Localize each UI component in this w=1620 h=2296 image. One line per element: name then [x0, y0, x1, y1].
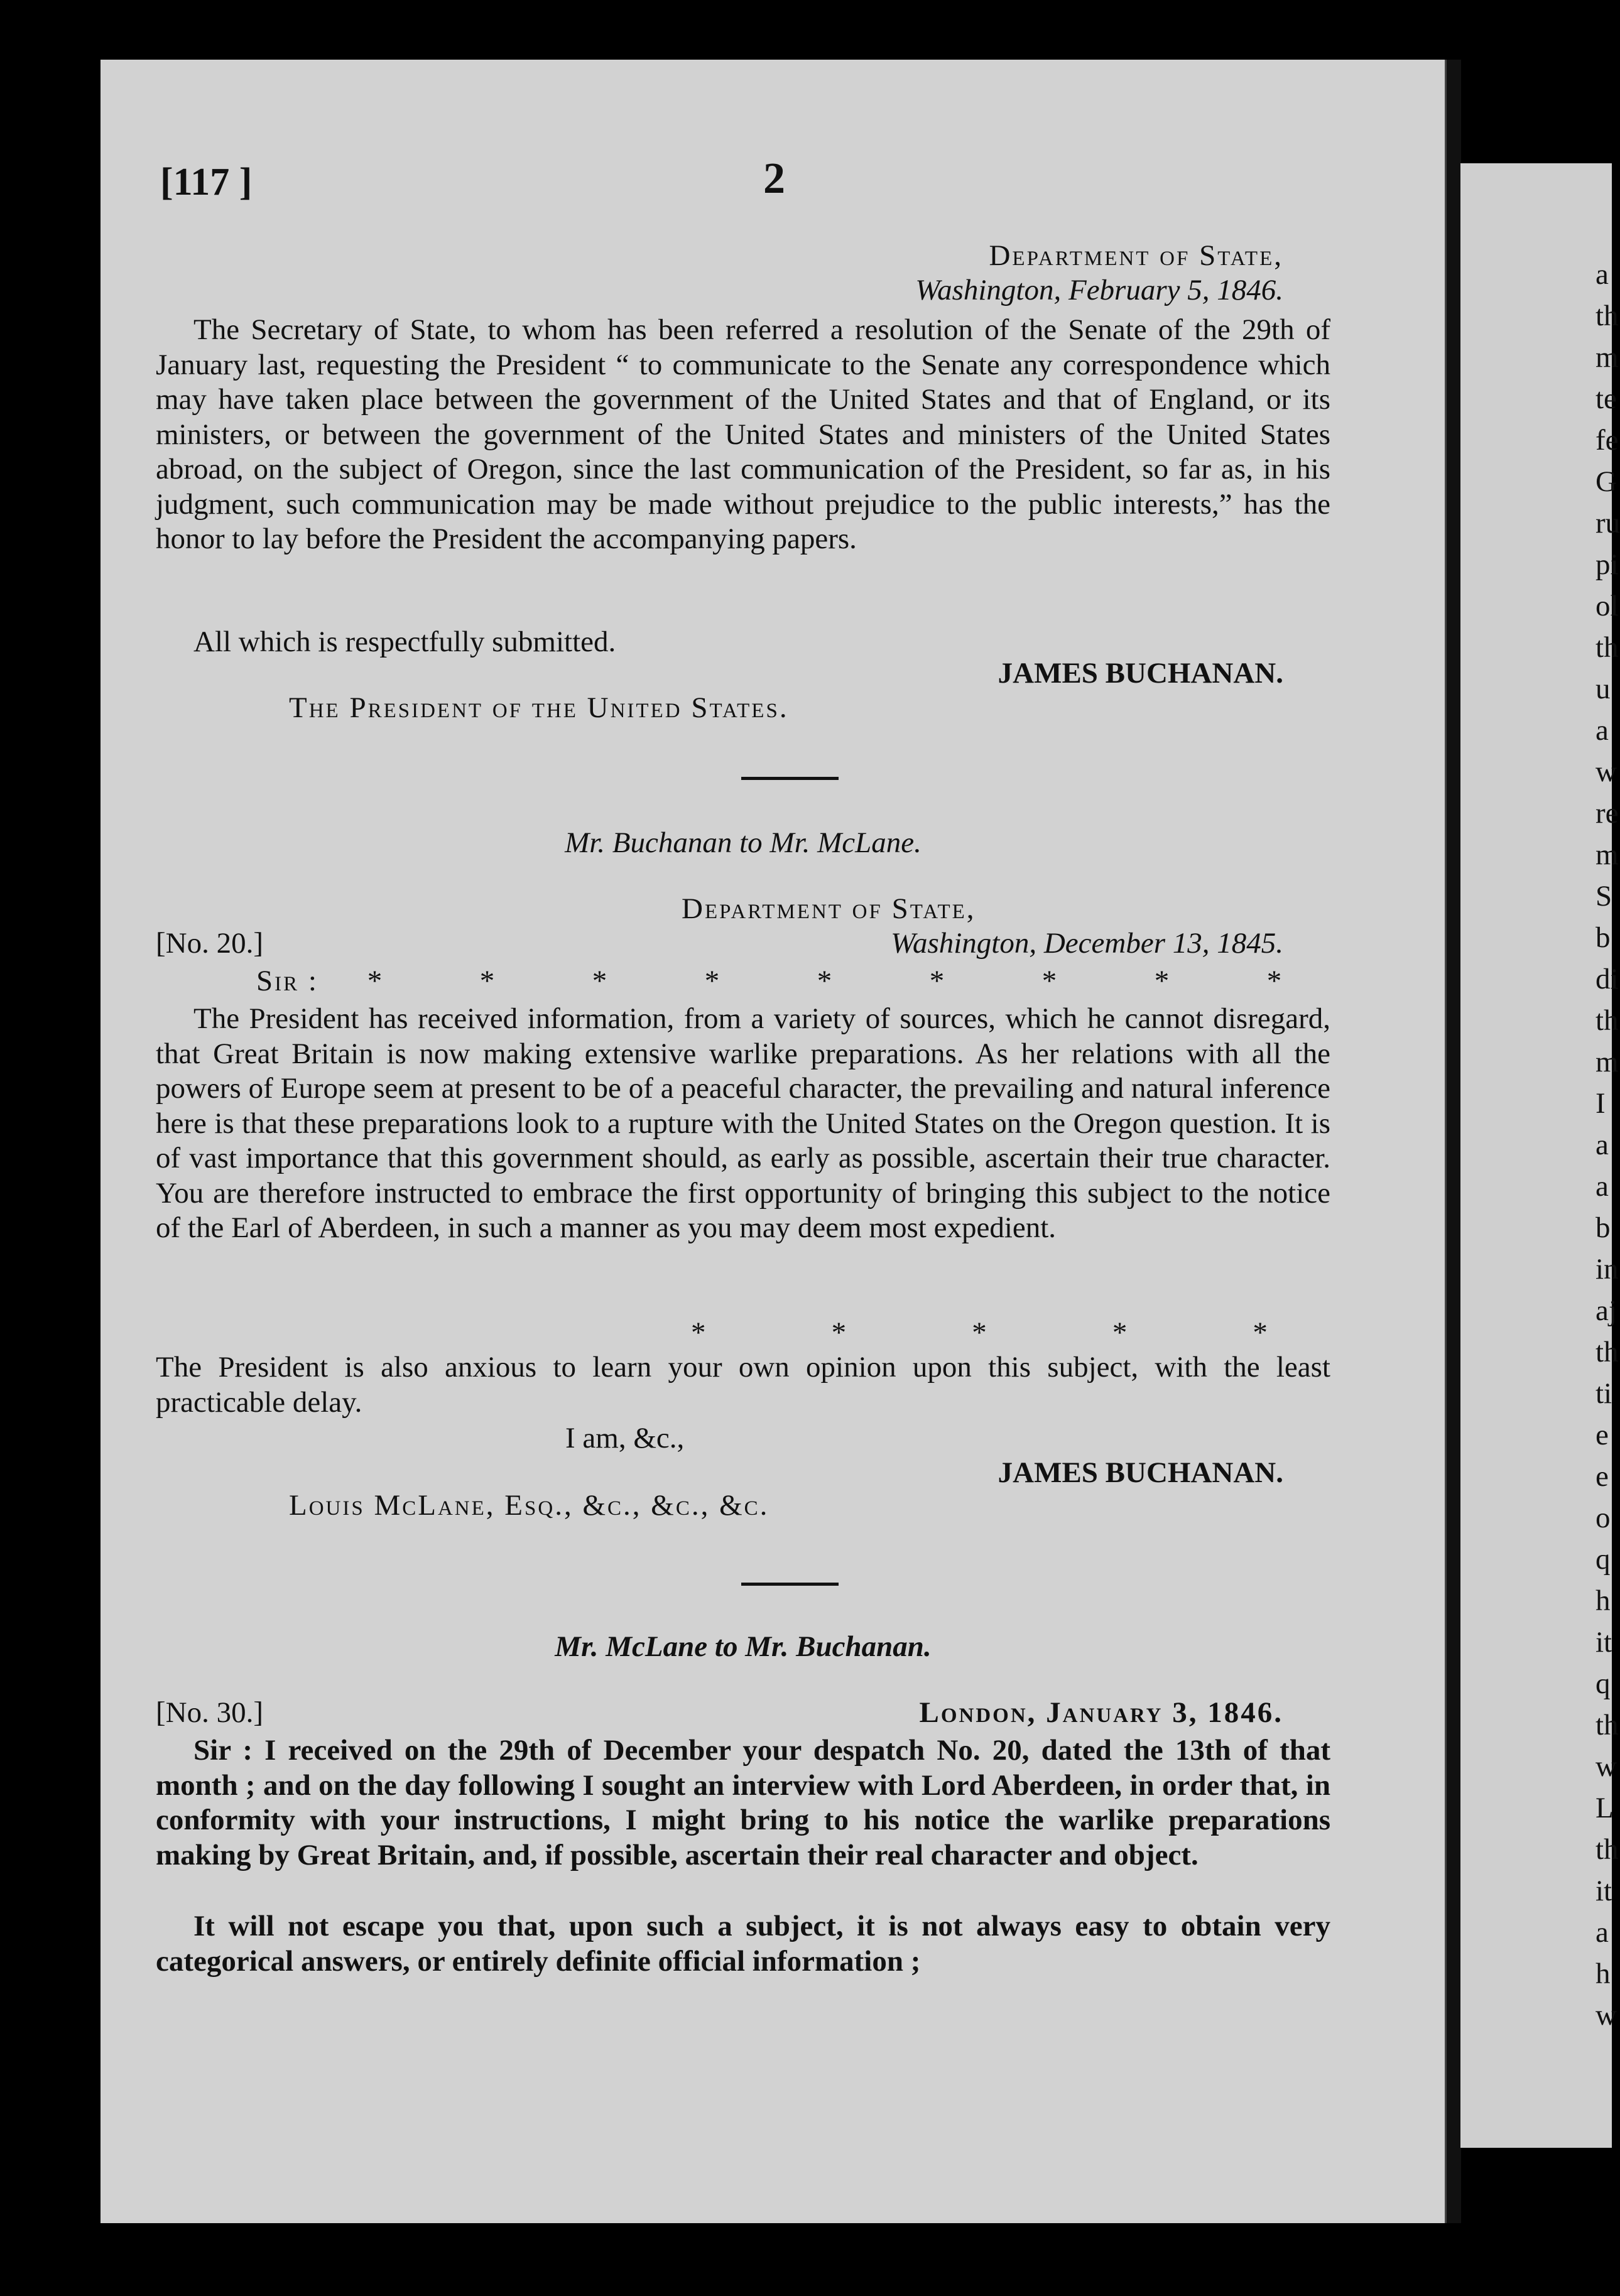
- facing-page-fragment: a: [1596, 1129, 1609, 1161]
- facing-page-fragment: e: [1596, 1460, 1609, 1493]
- ellipsis-stars-2: * * * * *: [691, 1316, 1268, 1349]
- facing-page-fragment: ru: [1596, 507, 1620, 539]
- facing-page-fragment: I: [1596, 1087, 1606, 1120]
- section-divider: [741, 777, 839, 780]
- facing-page-fragment: a: [1596, 258, 1609, 291]
- facing-page-fragment: it: [1596, 1626, 1612, 1659]
- facing-page-fragment: ti: [1596, 1377, 1612, 1410]
- facing-page-fragment: th: [1596, 1709, 1619, 1741]
- facing-page-fragment: a: [1596, 1170, 1609, 1203]
- facing-page-fragment: re: [1596, 797, 1619, 830]
- letter3-para1: Sir : I received on the 29th of December your despatch No. 20, dated the 13th of that month ; and on the day following I sought an interview with Lord Aberdeen, in order that, in conformity with your instructions, I might bring to his notice the warlike preparations making by Great Britain, and, if possible, ascertain their real character and object.: [156, 1734, 1330, 1871]
- facing-page-fragment: e: [1596, 1419, 1609, 1451]
- letter1-body: The Secretary of State, to whom has been referred a resolution of the Senate of the 29th of January last, requesting the President “ to communicate to the Senate any correspondence which may have taken place between the government of the United States and that of England, or its ministers, or between the government of the United States and ministers of the United States abroad, on the subject of Oregon, since the last communication of the President, so far as, in his judgment, such communication may be made without prejudice to the public interests,” has the honor to lay before the President the accompanying papers.: [156, 313, 1330, 555]
- facing-page-fragment: th: [1596, 631, 1619, 664]
- letter2-number-date: [156, 926, 1330, 961]
- facing-page-fragment: m: [1596, 1046, 1619, 1078]
- facing-page-fragment: b: [1596, 1211, 1611, 1244]
- page-header: [160, 154, 1354, 217]
- facing-page-fragment: u: [1596, 673, 1611, 705]
- facing-page-fragment: ol: [1596, 590, 1619, 622]
- letter3-heading: Mr. McLane to Mr. Buchanan.: [555, 1630, 932, 1663]
- letter1-department: Department of State,: [989, 239, 1283, 272]
- facing-page-fragment: th: [1596, 1833, 1619, 1866]
- section-divider-2: [741, 1583, 839, 1586]
- letter2-heading: Mr. Buchanan to Mr. McLane.: [565, 826, 921, 859]
- letter2-body-cont: The President is also anxious to learn your own opinion upon this subject, with the least practicable delay.: [156, 1351, 1330, 1419]
- facing-page-fragment: fe: [1596, 424, 1619, 457]
- letter2-signature: JAMES BUCHANAN.: [998, 1456, 1283, 1489]
- facing-page-fragment: th: [1596, 1004, 1619, 1037]
- facing-page-fragment: a: [1596, 714, 1609, 747]
- letter1-closing: All which is respectfully submitted.: [193, 625, 616, 658]
- facing-page-fragment: th: [1596, 1336, 1619, 1368]
- facing-page-fragment: aj: [1596, 1294, 1617, 1327]
- letter1-signature: JAMES BUCHANAN.: [998, 657, 1283, 690]
- facing-page: [1460, 163, 1612, 2148]
- signature-mark: [117 ]: [160, 161, 253, 203]
- facing-page-fragment: h: [1596, 1958, 1611, 1990]
- letter1-dateline: Washington, February 5, 1846.: [915, 274, 1283, 306]
- facing-page-fragment: m: [1596, 341, 1619, 374]
- letter3-dateline: London, January 3, 1846.: [919, 1696, 1283, 1729]
- facing-page-fragment: w: [1596, 755, 1617, 788]
- facing-page-fragment: o: [1596, 1502, 1611, 1534]
- letter2-recipient: Louis McLane, Esq., &c., &c., &c.: [289, 1489, 769, 1522]
- facing-page-fragment: a: [1596, 1916, 1609, 1949]
- letter2-dateline: Washington, December 13, 1845.: [891, 927, 1283, 960]
- letter2-number: [No. 20.]: [156, 927, 263, 960]
- facing-page-fragment: q: [1596, 1667, 1611, 1700]
- facing-page-fragment: it: [1596, 1875, 1612, 1907]
- letter2-salutation: Sir :: [256, 965, 318, 997]
- page-number: 2: [763, 154, 785, 203]
- facing-page-fragment: h: [1596, 1584, 1611, 1617]
- letter2-stars-row: [628, 1316, 1330, 1351]
- facing-page-fragment: w: [1596, 1750, 1617, 1783]
- letter2-department: Department of State,: [682, 892, 976, 925]
- letter2-closing: I am, &c.,: [565, 1422, 685, 1454]
- letter2-salutation-row: [256, 964, 1330, 999]
- facing-page-fragment: te: [1596, 382, 1617, 415]
- ellipsis-stars: * * * * * * * * *: [367, 965, 1282, 997]
- facing-page-fragment: w: [1596, 1999, 1617, 2032]
- facing-page-fragment: G: [1596, 465, 1617, 498]
- letter3-number: [No. 30.]: [156, 1696, 263, 1729]
- facing-page-fragment: S: [1596, 880, 1612, 912]
- letter1-addressee: The President of the United States.: [289, 691, 789, 724]
- facing-page-fragment: th: [1596, 300, 1619, 332]
- facing-page-fragment: L: [1596, 1792, 1614, 1824]
- facing-page-fragment: in: [1596, 1253, 1619, 1286]
- facing-page-fragment: di: [1596, 963, 1619, 995]
- facing-page-fragment: b: [1596, 921, 1611, 954]
- letter3-para2: It will not escape you that, upon such a subject, it is not always easy to obtain very categorical answers, or entirely definite official information ;: [156, 1910, 1330, 1978]
- letter2-body: The President has received information, from a variety of sources, which he cannot disregard, that Great Britain is now making extensive warlike preparations. As her relations with all the powers of Europe seem at present to be of a peaceful character, the prevailing and natural inference here is that these preparations look to a rupture with the United States on the Oregon question. It is of vast importance that this government should, as early as possible, ascertain their true character. You are therefore instructed to embrace the first opportunity of bringing this subject to the notice of the Earl of Aberdeen, in such a manner as you may deem most expedient.: [156, 1002, 1330, 1244]
- letter3-number-date: [156, 1696, 1330, 1731]
- facing-page-fragment: m: [1596, 838, 1619, 871]
- facing-page-fragment: pi: [1596, 548, 1619, 581]
- facing-page-fragment: q: [1596, 1543, 1611, 1576]
